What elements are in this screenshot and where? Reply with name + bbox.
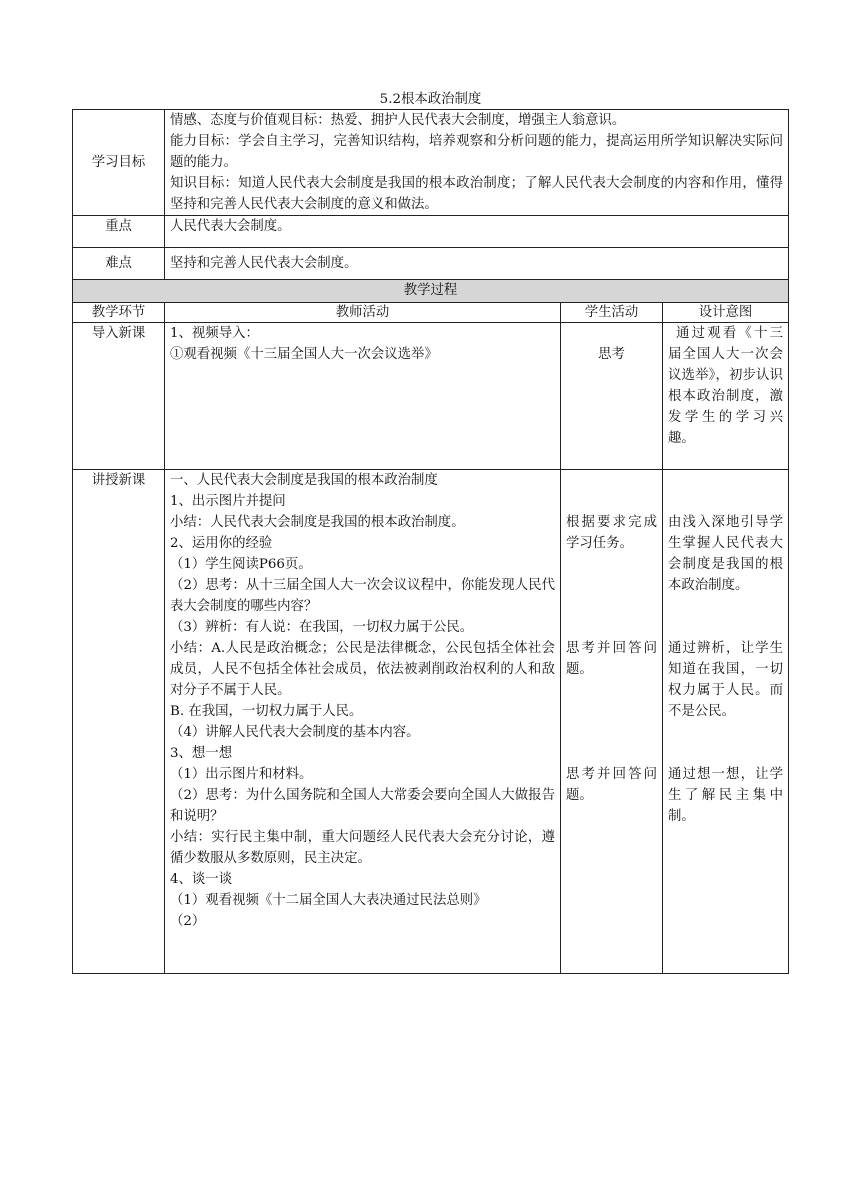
student-task-1: 根据要求完成学习任务。 <box>566 515 657 551</box>
list-item: （2） <box>170 914 206 929</box>
teacher-activity-intro <box>165 323 561 470</box>
list-item: （2）思考：为什么国务院和全国人大常委会要向全国人大做报告和说明？ <box>170 788 555 824</box>
student-activity-intro: 思考 <box>561 323 663 470</box>
list-item: 3、想一想 <box>170 746 233 761</box>
difficulty-label: 难点 <box>73 248 165 280</box>
list-item: （1）观看视频《十二届全国人大表决通过民法总则》 <box>170 893 487 908</box>
lesson-plan-table <box>72 109 789 974</box>
document-title: 5.2根本政治制度 <box>379 92 482 107</box>
list-item: 2、运用你的经验 <box>170 536 273 551</box>
list-item: 小结：A.人民是政治概念；公民是法律概念，公民包括全体社会成员，人民不包括全体社会成员，依法被剥削政治权利的人和敌对分子不属于人民。 <box>170 641 555 698</box>
key-point-row <box>73 216 789 248</box>
table-row <box>73 323 789 470</box>
student-task-2: 思考并回答问题。 <box>566 641 657 677</box>
objective-knowledge: 知识目标：知道人民代表大会制度是我国的根本政治制度；了解人民代表大会制度的内容和作用，懂得坚持和完善人民代表大会制度的意义和做法。 <box>170 176 783 212</box>
intent-1: 由浅入深地引导学生掌握人民代表大会制度是我国的根本政治制度。 <box>668 515 783 593</box>
list-item: 小结：人民代表大会制度是我国的根本政治制度。 <box>170 515 465 530</box>
objectives-content <box>165 110 789 216</box>
design-intent-lesson <box>663 470 789 974</box>
stage-intro: 导入新课 <box>73 323 165 470</box>
column-header-row <box>73 303 789 323</box>
difficulty-text: 坚持和完善人民代表大会制度。 <box>165 248 789 280</box>
objectives-label: 学习目标 <box>73 110 165 216</box>
table-row <box>73 470 789 974</box>
difficulty-row <box>73 248 789 280</box>
intent-2: 通过辨析，让学生知道在我国，一切权力属于人民。而不是公民。 <box>668 641 783 719</box>
list-item: 1、出示图片并提问 <box>170 494 286 509</box>
objective-ability: 能力目标：学会自主学习，完善知识结构，培养观察和分析问题的能力，提高运用所学知识解决实际问题的能力。 <box>170 134 783 170</box>
col-header-stage: 教学环节 <box>73 303 165 323</box>
key-point-text: 人民代表大会制度。 <box>165 216 789 248</box>
design-intent-intro: 通过观看《十三届全国人大一次会议选举》，初步认识根本政治制度，激发学生的学习兴趣。 <box>663 323 789 470</box>
list-item: （1）出示图片和材料。 <box>170 767 313 782</box>
process-title-row <box>73 280 789 303</box>
list-item: （3）辨析：有人说：在我国，一切权力属于公民。 <box>170 620 474 635</box>
list-item: 一、人民代表大会制度是我国的根本政治制度 <box>170 473 438 488</box>
col-header-intent: 设计意图 <box>663 303 789 323</box>
list-item: （2）思考：从十三届全国人大一次会议议程中，你能发现人民代表大会制度的哪些内容？ <box>170 578 555 614</box>
list-item: B. 在我国，一切权力属于人民。 <box>170 704 363 719</box>
process-title: 教学过程 <box>73 280 789 303</box>
list-item: （4）讲解人民代表大会制度的基本内容。 <box>170 725 420 740</box>
stage-new-lesson: 讲授新课 <box>73 470 165 974</box>
list-item: 小结：实行民主集中制，重大问题经人民代表大会充分讨论，遵循少数服从多数原则，民主决定。 <box>170 830 555 866</box>
objectives-row <box>73 110 789 216</box>
list-item: 1、视频导入： <box>170 326 259 341</box>
list-item: ①观看视频《十三届全国人大一次会议选举》 <box>170 347 438 362</box>
teacher-activity-lesson <box>165 470 561 974</box>
student-task-3: 思考并回答问题。 <box>566 767 657 803</box>
student-activity-lesson <box>561 470 663 974</box>
col-header-student: 学生活动 <box>561 303 663 323</box>
col-header-teacher: 教师活动 <box>165 303 561 323</box>
intent-3: 通过想一想，让学生了解民主集中制。 <box>668 767 783 824</box>
list-item: 4、谈一谈 <box>170 872 233 887</box>
list-item: （1）学生阅读P66页。 <box>170 557 312 572</box>
objective-emotion: 情感、态度与价值观目标：热爱、拥护人民代表大会制度，增强主人翁意识。 <box>170 113 626 128</box>
key-point-label: 重点 <box>73 216 165 248</box>
